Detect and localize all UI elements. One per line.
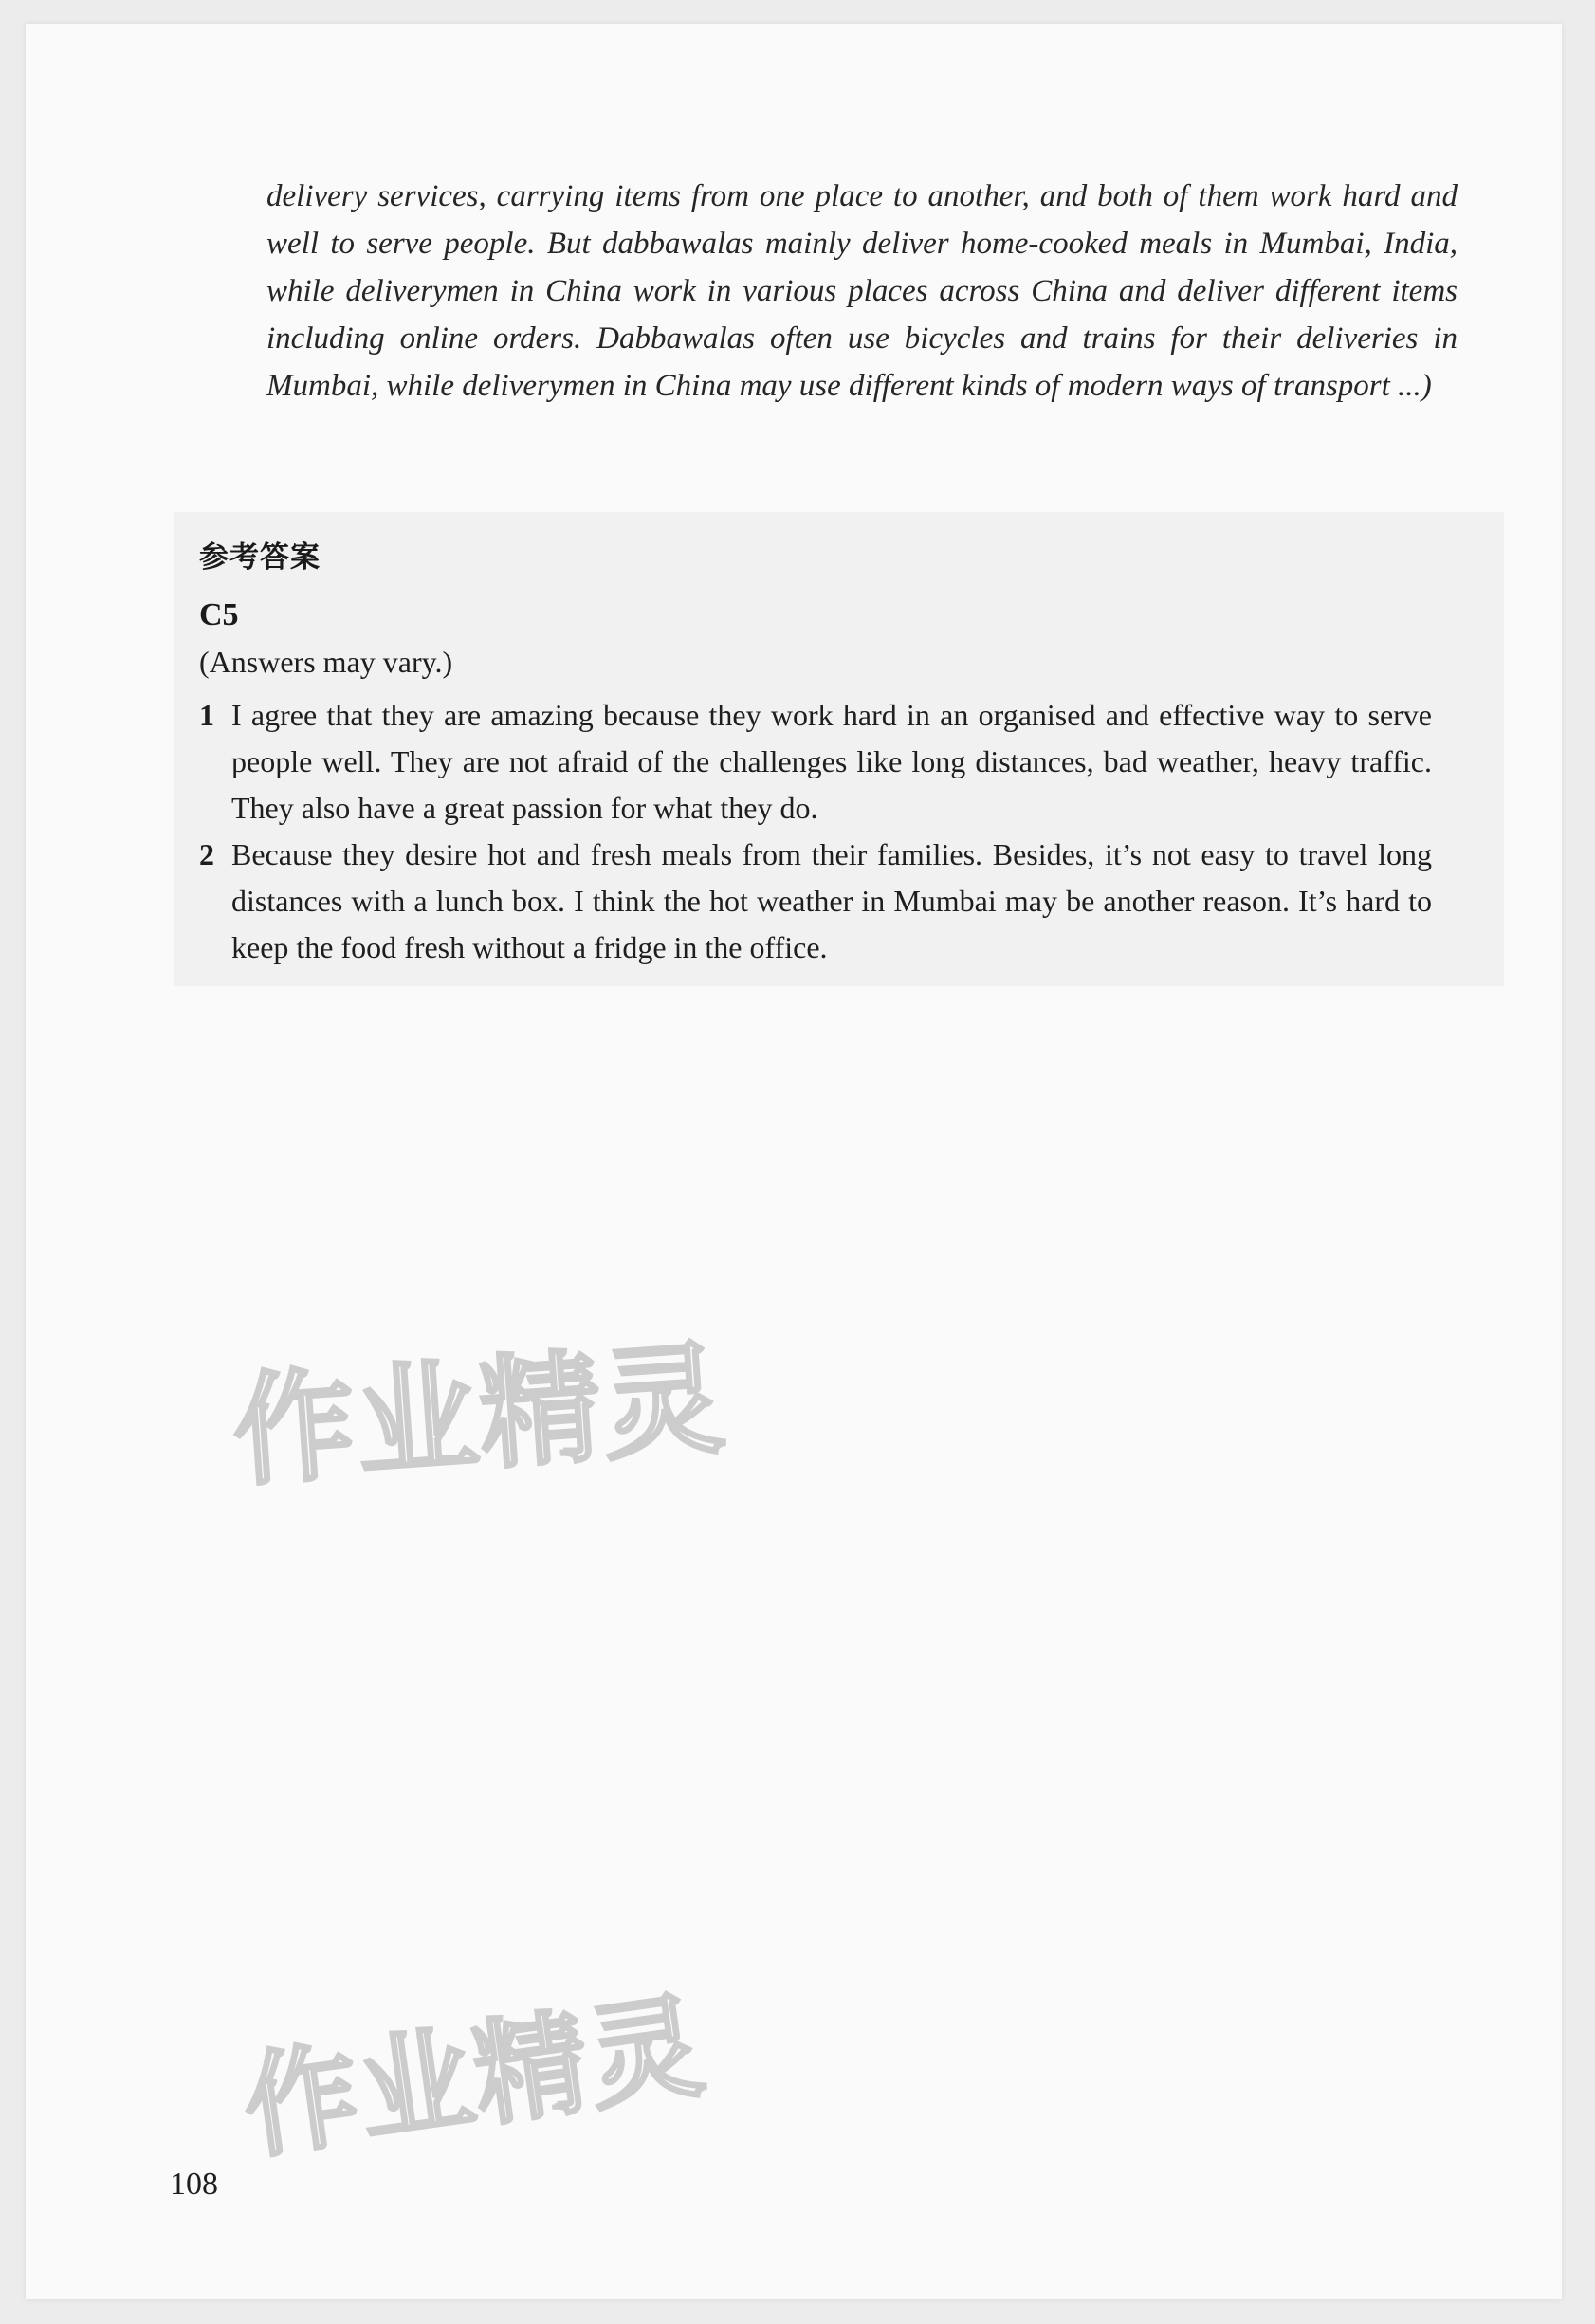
page-number: 108: [170, 2167, 218, 2202]
section-label: C5: [199, 597, 239, 632]
watermark: 作业精灵: [229, 1328, 731, 1504]
continued-paragraph: delivery services, carrying items from one place to another, and both of them work hard and well to serve people. But dabbawalas mainly deliver home-cooked meals in Mumbai, India, while deliverymen in China work in various places across China and deliver different items including online orders. Dabbawalas often use bicycles and trains for their deliveries in Mumbai, while deliverymen in China may use different kinds of modern ways of transport ...): [266, 179, 1458, 403]
answer-heading: 参考答案: [199, 540, 321, 575]
answer-item: [199, 832, 1432, 971]
answer-text: Because they desire hot and fresh meals from their families. Besides, it’s not easy to travel long distances with a lunch box. I think the hot weather in Mumbai may be another reason. It’s hard to keep the food fresh without a fridge in the office.: [231, 837, 1432, 964]
answer-number: 2: [199, 837, 214, 871]
answer-item: [199, 692, 1432, 832]
answers-note: (Answers may vary.): [199, 645, 453, 679]
answer-text: I agree that they are amazing because they work hard in an organised and effective way to serve people well. They are not afraid of the challenges like long distances, bad weather, heavy traffic. They also have a great passion for what they do.: [231, 698, 1432, 825]
answer-number: 1: [199, 698, 214, 732]
watermark: 作业精灵: [236, 1980, 713, 2176]
